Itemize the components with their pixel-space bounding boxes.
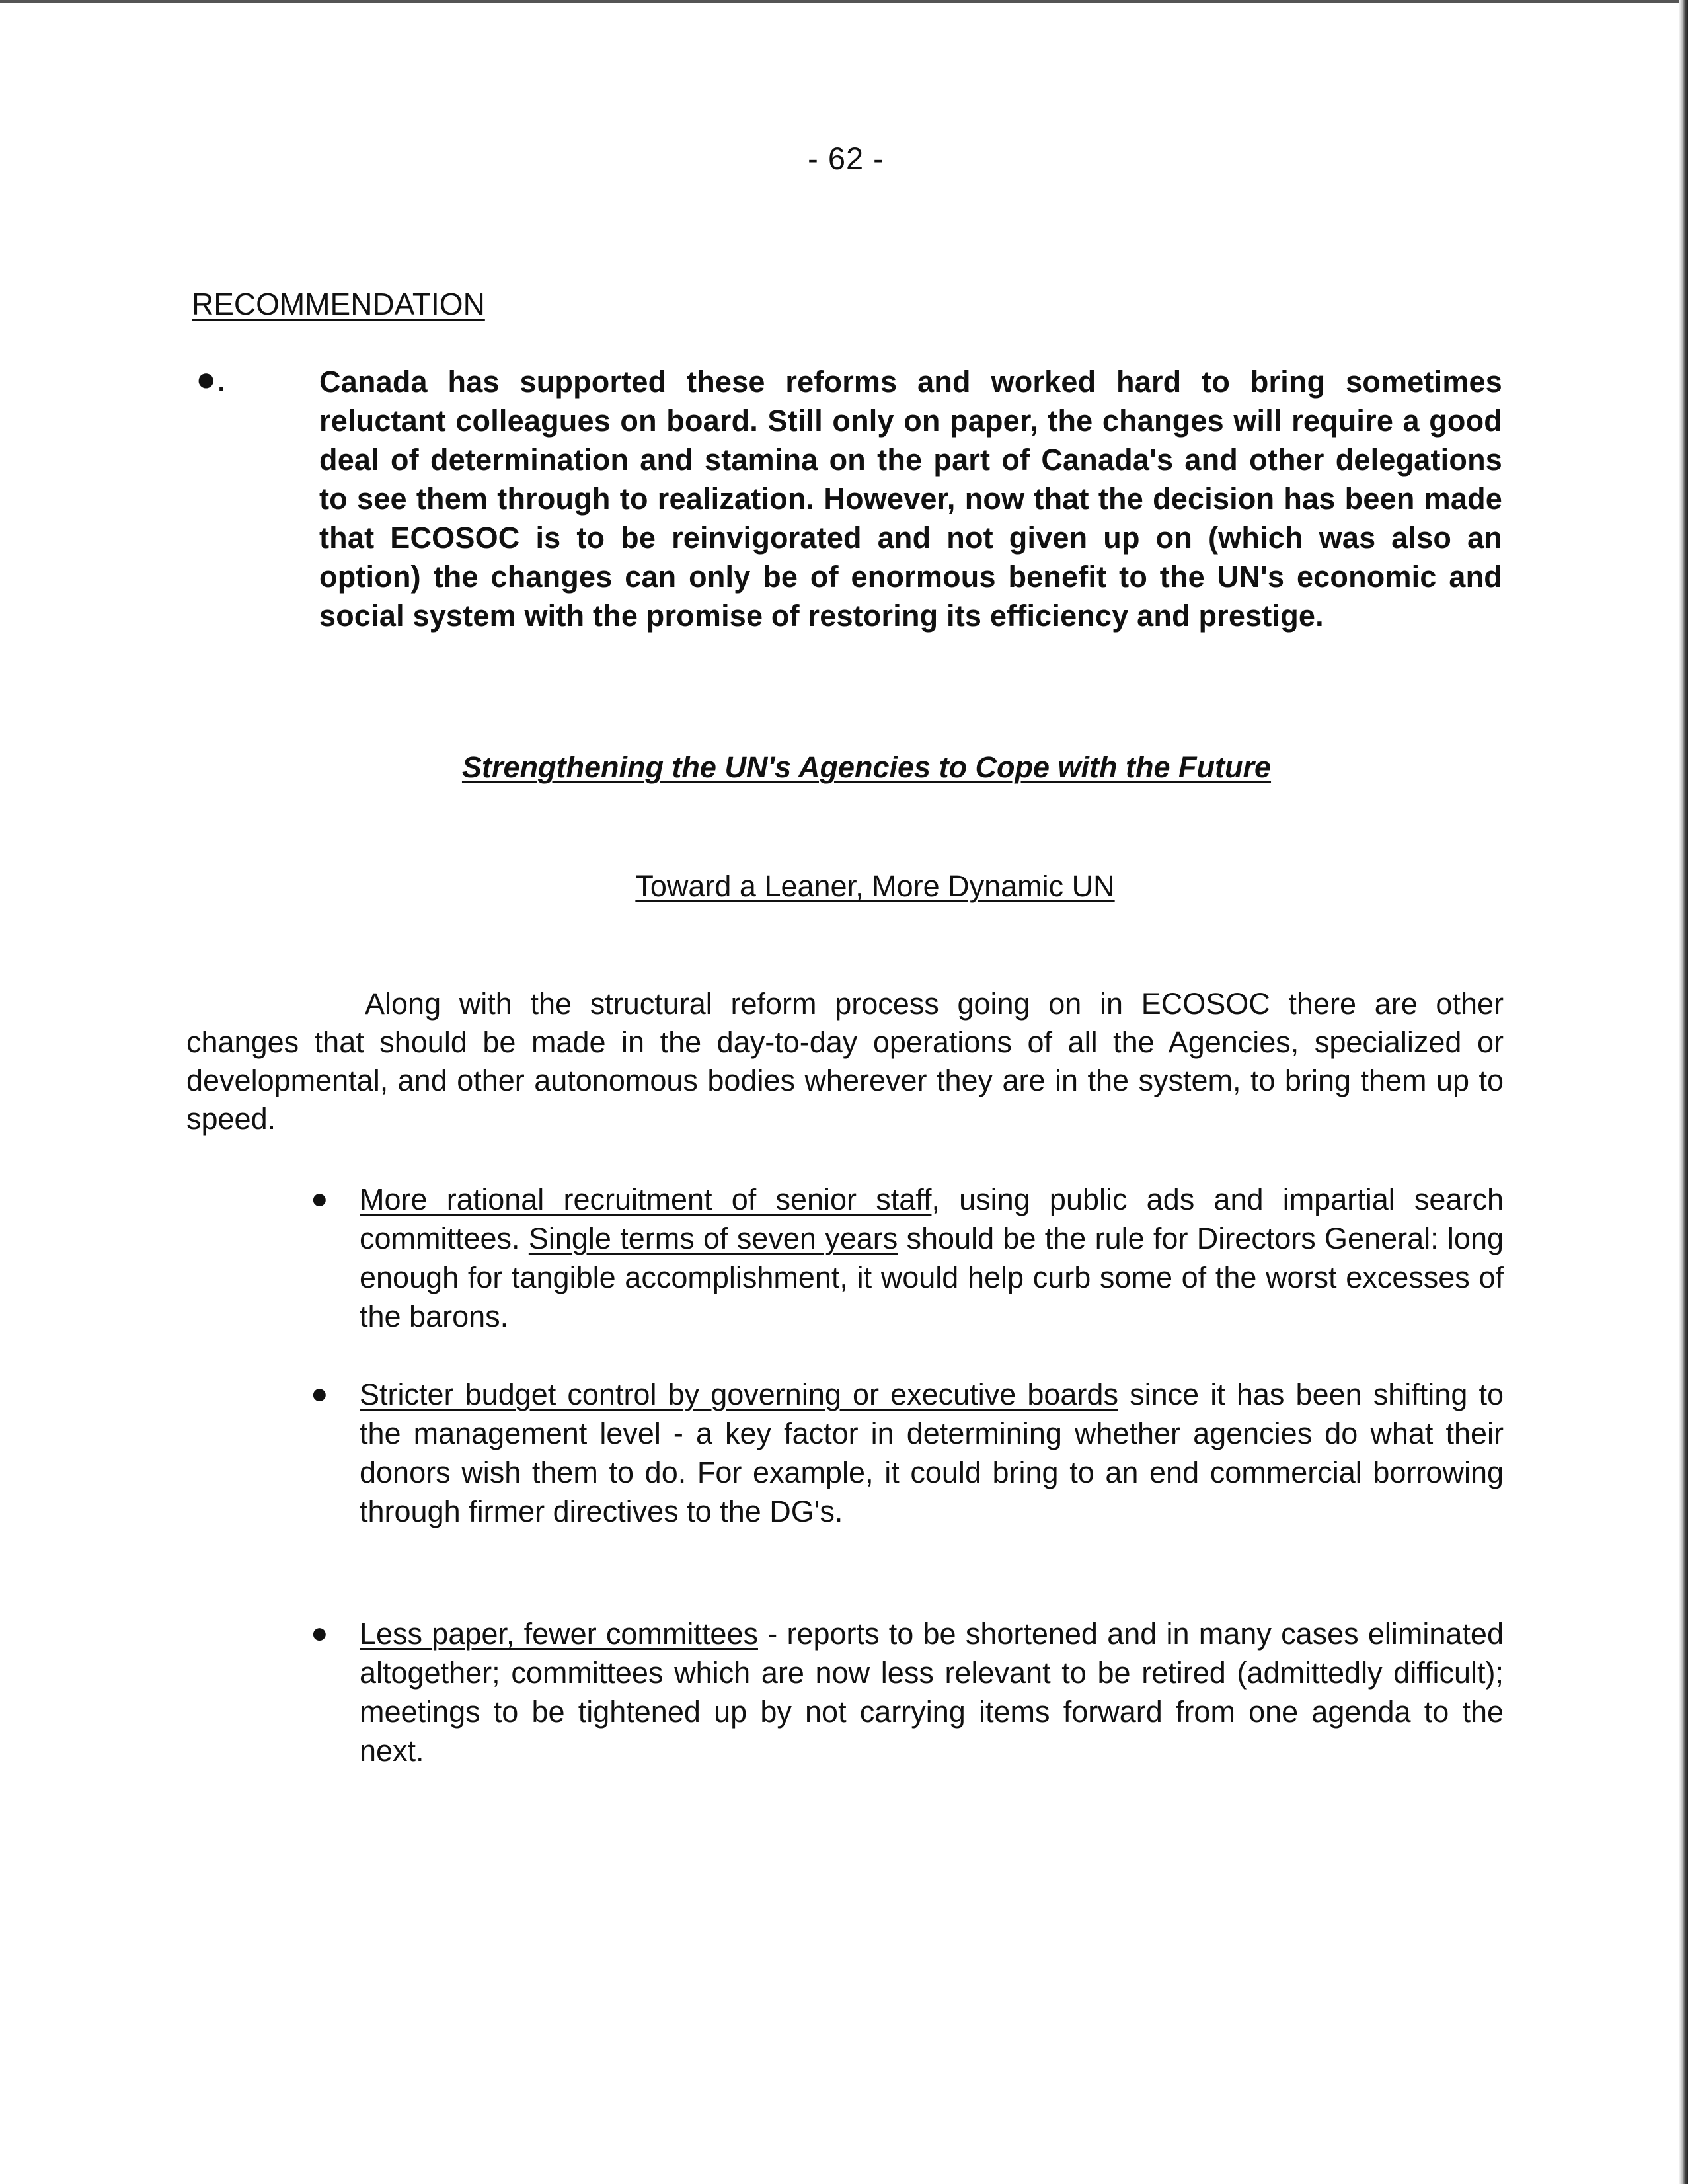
- recommendation-bullet: ●.: [196, 360, 226, 399]
- list-item-lead: More rational recruitment of senior staff: [360, 1183, 932, 1216]
- section-title: [0, 750, 1688, 785]
- section-title-text: Strengthening the UN's Agencies to Cope with the Future: [461, 750, 1272, 784]
- bullet-icon: ●: [311, 1183, 328, 1215]
- list-item-text: [360, 1375, 1504, 1531]
- page-number: - 62 -: [808, 141, 884, 176]
- list-item-text: [360, 1180, 1504, 1336]
- list-item-body: should be the rule for Directors General: long enough for tangible accomplishment, it would help curb some of the worst excesses of the barons.: [360, 1222, 1504, 1333]
- list-item-text: [360, 1614, 1504, 1770]
- bullet-icon: ●: [311, 1617, 328, 1649]
- recommendation-heading: RECOMMENDATION: [192, 287, 485, 321]
- recommendation-paragraph: Canada has supported these reforms and worked hard to bring sometimes reluctant colleagues on board. Still only on paper, the changes will require a good deal of determination and stamina on the part of Canada's and other delegations to see them through to realization. However, now that the decision has been made that ECOSOC is to be reinvigorated and not given up on (which was also an option) the changes can only be of enormous benefit to the UN's economic and social system with the promise of restoring its efficiency and prestige.: [319, 365, 1502, 633]
- top-scan-edge: [0, 0, 1688, 3]
- list-item-emphasis: Single terms of seven years: [528, 1222, 898, 1255]
- bullet-icon: ●: [311, 1378, 328, 1410]
- list-item-body: , using public ads and impartial search committees.: [360, 1183, 1504, 1255]
- intro-paragraph: Along with the structural reform process going on in ECOSOC there are other changes that should be made in the day-to-day operations of all the Agencies, specialized or developmental, and other autonomous bodies wherever they are in the system, to bring them up to speed.: [186, 987, 1504, 1136]
- right-scan-edge: [1679, 0, 1688, 2184]
- subsection-title: [0, 869, 1688, 904]
- list-item-lead: Less paper, fewer committees: [360, 1617, 758, 1651]
- list-item-body: since it has been shifting to the management level - a key factor in determining whether agencies do what their donors wish them to do. For example, it could bring to an end commercial borrowing through firmer directives to the DG's.: [360, 1378, 1504, 1528]
- subsection-title-text: Toward a Leaner, More Dynamic UN: [635, 869, 1115, 903]
- list-item-body: - reports to be shortened and in many cases eliminated altogether; committees which are now less relevant to be retired (admittedly difficult); meetings to be tightened up by not carrying items forward from one agenda to the next.: [360, 1617, 1504, 1768]
- list-item-lead: Stricter budget control by governing or executive boards: [360, 1378, 1118, 1411]
